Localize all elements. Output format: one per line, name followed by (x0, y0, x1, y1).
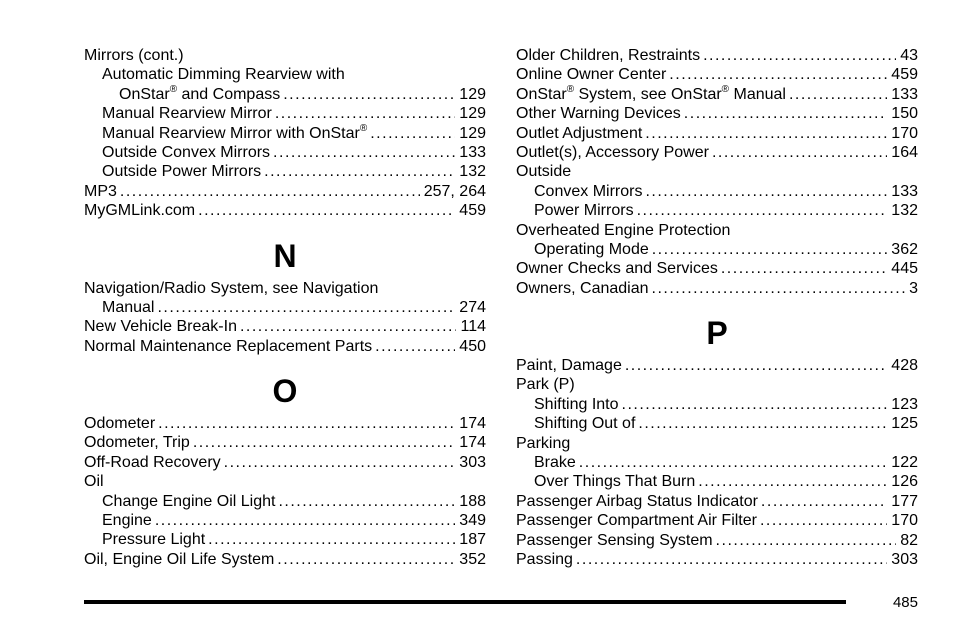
entry-text: Outside Convex Mirrors (102, 143, 271, 161)
index-entry (84, 279, 486, 298)
leader-dots (669, 65, 887, 84)
entry-text: Overheated Engine Protection (516, 221, 731, 239)
index-entry (84, 530, 486, 549)
leader-dots (224, 453, 456, 472)
page-ref: 129 (459, 105, 486, 123)
index-entry (84, 104, 486, 123)
leader-dots (375, 337, 455, 356)
entry-text: Mirrors (cont.) (84, 47, 184, 64)
page-ref: 129 (459, 124, 486, 142)
leader-dots (760, 511, 887, 530)
leader-dots (155, 511, 455, 530)
entry-text: Outside (516, 163, 572, 181)
page-number: 485 (892, 594, 918, 611)
entry-text: Older Children, Restraints (516, 47, 701, 64)
leader-dots (698, 472, 887, 491)
entry-text: Online Owner Center (516, 66, 667, 84)
index-entry (84, 85, 486, 104)
leader-dots (275, 104, 455, 123)
index-entry (84, 337, 486, 356)
leader-dots (264, 162, 455, 181)
page-ref: 362 (891, 240, 918, 258)
page-ref: 352 (459, 550, 486, 568)
index-entry (516, 375, 918, 394)
entry-text: Other Warning Devices (516, 105, 681, 123)
leader-dots (645, 182, 887, 201)
index-entry (516, 434, 918, 453)
entry-text: Convex Mirrors (534, 182, 643, 200)
index-entry (516, 395, 918, 414)
leader-dots (645, 124, 887, 143)
section-letter: O (272, 373, 298, 410)
page-ref: 459 (459, 202, 486, 220)
entry-text: Operating Mode (534, 240, 649, 258)
page-ref: 174 (459, 415, 486, 433)
page-ref: 188 (459, 492, 486, 510)
index-entry (516, 240, 918, 259)
index-entry (516, 453, 918, 472)
page-ref: 257, 264 (423, 182, 486, 200)
entry-text: Brake (534, 454, 576, 472)
index-entry (84, 433, 486, 452)
page-ref: 164 (891, 143, 918, 161)
leader-dots (638, 414, 887, 433)
index-entry (516, 65, 918, 84)
page-ref: 459 (891, 66, 918, 84)
page-ref: 450 (459, 337, 486, 355)
index-entry (516, 124, 918, 143)
entry-text: Paint, Damage (516, 357, 622, 375)
entry-text: Pressure Light (102, 531, 206, 549)
leader-dots (370, 124, 455, 143)
index-column-left (84, 46, 486, 569)
index-entry (84, 298, 486, 317)
entry-text: Manual Rearview Mirror with OnStar® (102, 122, 368, 142)
leader-dots (789, 85, 887, 104)
leader-dots (637, 201, 888, 220)
leader-dots (277, 550, 455, 569)
leader-dots (240, 317, 457, 336)
entry-text: Shifting Out of (534, 415, 636, 433)
entry-text: Owners, Canadian (516, 279, 649, 297)
leader-dots (579, 453, 888, 472)
index-entry (516, 143, 918, 162)
page-ref: 174 (459, 434, 486, 452)
entry-text: Passenger Sensing System (516, 531, 713, 549)
entry-text: Normal Maintenance Replacement Parts (84, 337, 373, 355)
index-entry (516, 550, 918, 569)
entry-text: Passenger Airbag Status Indicator (516, 492, 758, 510)
page-ref: 114 (460, 318, 486, 336)
index-entry (84, 46, 486, 65)
entry-text: Navigation/Radio System, see Navigation (84, 279, 379, 297)
index-entry (516, 492, 918, 511)
entry-text: OnStar® System, see OnStar® Manual (516, 83, 786, 103)
page-ref: 133 (459, 143, 486, 161)
page-ref: 303 (459, 453, 486, 471)
index-entry (516, 356, 918, 375)
page-ref: 170 (891, 512, 918, 530)
entry-text: Power Mirrors (534, 202, 634, 220)
leader-dots (273, 143, 455, 162)
entry-text: Outlet(s), Accessory Power (516, 143, 709, 161)
page-ref: 428 (891, 357, 918, 375)
index-entry (516, 201, 918, 220)
leader-dots (625, 356, 887, 375)
index-entry (516, 414, 918, 433)
index-entry (84, 511, 486, 530)
page-ref: 125 (891, 415, 918, 433)
leader-dots (721, 259, 887, 278)
index-entry (84, 414, 486, 433)
entry-text: Oil (84, 473, 104, 491)
entry-text: Change Engine Oil Light (102, 492, 276, 510)
entry-text: Passenger Compartment Air Filter (516, 512, 757, 530)
index-column-right (516, 46, 918, 569)
leader-dots (684, 104, 888, 123)
entry-text: MP3 (84, 182, 117, 200)
leader-dots (712, 143, 887, 162)
footer-rule (84, 600, 846, 604)
entry-text: Passing (516, 550, 573, 568)
index-entry (516, 221, 918, 240)
section-letter: N (273, 237, 297, 274)
leader-dots (193, 433, 455, 452)
leader-dots (208, 530, 455, 549)
leader-dots (157, 298, 455, 317)
index-entry (84, 143, 486, 162)
page-ref: 82 (900, 531, 918, 549)
entry-text: Outside Power Mirrors (102, 163, 262, 181)
page-ref: 274 (459, 298, 486, 316)
page-ref: 122 (891, 454, 918, 472)
entry-text: Shifting Into (534, 395, 619, 413)
entry-text: Manual Rearview Mirror (102, 105, 272, 123)
page-ref: 187 (459, 531, 486, 549)
entry-text: Outlet Adjustment (516, 124, 643, 142)
index-entry (516, 182, 918, 201)
index-entry (84, 472, 486, 491)
entry-text: New Vehicle Break-In (84, 318, 237, 336)
entry-text: Owner Checks and Services (516, 260, 718, 278)
page-ref: 445 (891, 260, 918, 278)
page-ref: 129 (459, 85, 486, 103)
index-entry (84, 182, 486, 201)
leader-dots (703, 46, 896, 65)
page-ref: 126 (891, 473, 918, 491)
page-ref: 123 (891, 395, 918, 413)
leader-dots (652, 279, 906, 298)
entry-text: Parking (516, 434, 571, 452)
leader-dots (283, 85, 455, 104)
page-ref: 43 (900, 47, 918, 64)
entry-text: Park (P) (516, 376, 575, 394)
index-entry (516, 46, 918, 65)
leader-dots (576, 550, 887, 569)
index-entry (84, 124, 486, 143)
entry-text: Manual (102, 298, 155, 316)
section-letter: P (706, 315, 728, 352)
index-entry (516, 472, 918, 491)
leader-dots (198, 201, 455, 220)
entry-text: Oil, Engine Oil Life System (84, 550, 275, 568)
page-ref: 3 (909, 279, 918, 297)
page-ref: 133 (891, 182, 918, 200)
entry-text: Odometer (84, 415, 156, 433)
page-ref: 170 (891, 124, 918, 142)
index-entry (516, 511, 918, 530)
page-ref: 132 (459, 163, 486, 181)
index-entry (84, 201, 486, 220)
page-ref: 133 (891, 85, 918, 103)
index-entry (84, 317, 486, 336)
page-ref: 177 (891, 492, 918, 510)
entry-text: Over Things That Burn (534, 473, 696, 491)
entry-text: OnStar® and Compass (119, 83, 281, 103)
leader-dots (761, 492, 887, 511)
leader-dots (652, 240, 888, 259)
leader-dots (120, 182, 420, 201)
index-entry (84, 492, 486, 511)
entry-text: Off-Road Recovery (84, 453, 221, 471)
entry-text: Odometer, Trip (84, 434, 190, 452)
leader-dots (278, 492, 455, 511)
index-entry (516, 85, 918, 104)
index-entry (516, 259, 918, 278)
index-entry (84, 65, 486, 84)
entry-text: Engine (102, 512, 152, 530)
page-ref: 303 (891, 550, 918, 568)
entry-text: Automatic Dimming Rearview with (102, 66, 345, 84)
leader-dots (622, 395, 888, 414)
index-entry (516, 162, 918, 181)
page-ref: 132 (891, 202, 918, 220)
page-ref: 150 (891, 105, 918, 123)
leader-dots (716, 531, 897, 550)
leader-dots (158, 414, 455, 433)
index-entry (84, 162, 486, 181)
index-entry (84, 453, 486, 472)
page-ref: 349 (459, 512, 486, 530)
index-entry (516, 104, 918, 123)
index-entry (84, 550, 486, 569)
index-entry (516, 531, 918, 550)
entry-text: MyGMLink.com (84, 202, 196, 220)
index-entry (516, 279, 918, 298)
